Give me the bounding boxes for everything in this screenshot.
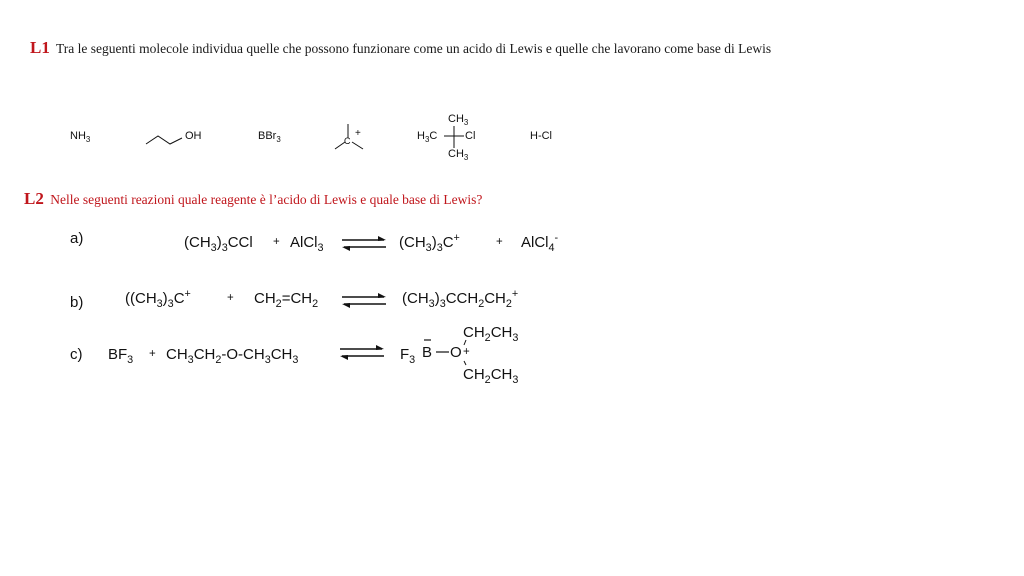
reaction-b-label: b): [70, 294, 84, 311]
reaction-b-reactant-1: ($(CH_3)_3C^+$: [125, 288, 191, 310]
molecule-propanol-oh: OH: [185, 130, 202, 142]
reaction-a-product-2: AlCl$_4$-: [521, 232, 559, 254]
reaction-c-product-charge: +: [463, 346, 470, 358]
reaction-a-equilibrium-arrow: [340, 236, 388, 252]
question-text-l2: Nelle seguenti reazioni quale reagente è l’acido di Lewis e quale base di Lewis?: [50, 192, 483, 207]
question-text-l1: Tra le seguenti molecole individua quelle che possono funzionare come un acido di Lewis e quelle che lavorano come base di Lewis: [55, 41, 772, 56]
reaction-c-product-boron: B: [422, 344, 433, 361]
reaction-c-label: c): [70, 346, 83, 363]
reaction-b-reactant-2: $CH_2=CH_2$: [254, 290, 319, 310]
reaction-c-product-ethyl-bottom: $CH_2CH_3$: [463, 366, 519, 386]
reaction-b-equilibrium-arrow: [340, 293, 388, 309]
molecule-bbr3: BBr$_3$: [258, 130, 281, 144]
reaction-c-reactant-2: $CH_3CH_2-O-CH_3CH_3$: [166, 346, 299, 366]
carbocation-atom: C: [344, 136, 351, 146]
reaction-c-plus-1: +: [149, 348, 156, 360]
reaction-c-product-ethyl-top: $CH_2CH_3$: [463, 324, 519, 344]
question-number-l1: L1: [30, 38, 50, 57]
reaction-a-plus-2: +: [496, 236, 503, 248]
tbucl-left-h3c: $H_3C$: [417, 130, 438, 144]
reaction-b-plus-1: +: [227, 292, 234, 304]
reaction-a-product-1: $(CH_3)_3C^+$: [399, 232, 460, 254]
question-l2: [24, 189, 482, 209]
molecule-nh3: $NH_3$: [70, 130, 91, 144]
propanol-skeleton: [146, 132, 186, 148]
carbocation-charge: +: [355, 128, 361, 139]
question-l1: [30, 38, 771, 58]
question-number-l2: L2: [24, 189, 44, 208]
reaction-b-product: $(CH_3)_3CCH_2CH_2^+$: [402, 288, 519, 310]
tbucl-top-ch3: $CH_3$: [448, 113, 469, 127]
reaction-a-reactant-1: $(CH_3)_3CCl$: [184, 234, 253, 254]
reaction-c-equilibrium-arrow: [338, 345, 386, 361]
tbucl-right-cl: Cl: [465, 130, 476, 142]
reaction-c-reactant-1: $BF_3$: [108, 346, 134, 366]
reaction-c-product-oxygen: O: [450, 344, 462, 361]
reaction-c-product-f3: $F_3$: [400, 346, 416, 366]
reaction-a-plus-1: +: [273, 236, 280, 248]
reaction-a-label: a): [70, 230, 84, 247]
reaction-a-reactant-2: AlCl$_3$: [290, 234, 324, 254]
molecule-hcl: H-Cl: [530, 130, 552, 142]
tbucl-bottom-ch3: $CH_3$: [448, 148, 469, 162]
carbocation-skeleton: [333, 122, 369, 154]
